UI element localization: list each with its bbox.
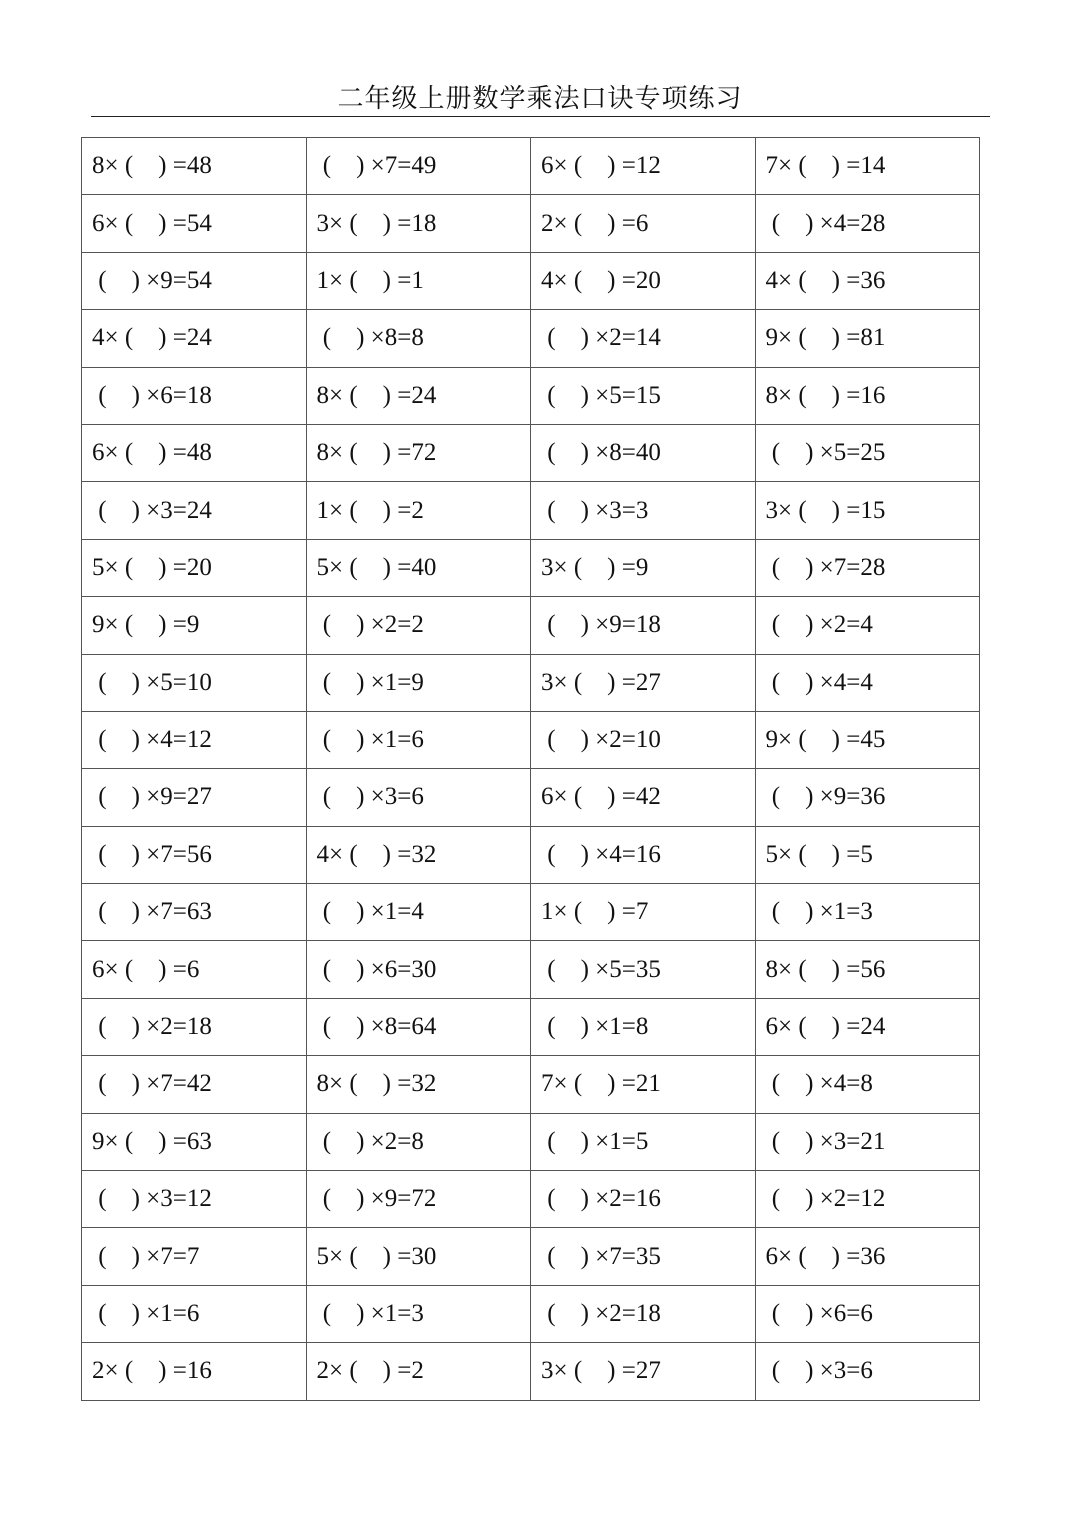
exercise-cell: ( ) ×7=63	[82, 884, 307, 941]
exercise-cell: ( ) ×4=16	[531, 826, 756, 883]
exercise-cell: ( ) ×2=4	[755, 597, 980, 654]
exercise-cell: 1× ( ) =1	[306, 252, 531, 309]
exercise-cell: 3× ( ) =18	[306, 195, 531, 252]
exercise-cell: 9× ( ) =9	[82, 597, 307, 654]
exercise-cell: ( ) ×8=40	[531, 424, 756, 481]
exercise-cell: ( ) ×2=16	[531, 1171, 756, 1228]
exercise-cell: ( ) ×7=42	[82, 1056, 307, 1113]
exercise-row	[82, 367, 980, 424]
exercise-row	[82, 252, 980, 309]
exercise-cell: 5× ( ) =5	[755, 826, 980, 883]
exercise-cell: 3× ( ) =9	[531, 539, 756, 596]
exercise-cell: 2× ( ) =2	[306, 1343, 531, 1400]
exercise-row	[82, 1285, 980, 1342]
exercise-row	[82, 711, 980, 768]
exercise-cell: ( ) ×9=18	[531, 597, 756, 654]
exercise-cell: ( ) ×6=30	[306, 941, 531, 998]
exercise-cell: ( ) ×6=6	[755, 1285, 980, 1342]
exercise-cell: 4× ( ) =32	[306, 826, 531, 883]
exercise-cell: ( ) ×2=14	[531, 310, 756, 367]
exercise-cell: ( ) ×3=12	[82, 1171, 307, 1228]
exercise-cell: ( ) ×4=28	[755, 195, 980, 252]
exercise-cell: 4× ( ) =24	[82, 310, 307, 367]
exercise-cell: ( ) ×8=64	[306, 998, 531, 1055]
exercise-cell: ( ) ×5=25	[755, 424, 980, 481]
exercise-cell: 8× ( ) =32	[306, 1056, 531, 1113]
exercise-cell: ( ) ×4=12	[82, 711, 307, 768]
exercise-cell: ( ) ×4=8	[755, 1056, 980, 1113]
exercise-row	[82, 138, 980, 195]
exercise-row	[82, 1056, 980, 1113]
exercise-cell: 5× ( ) =40	[306, 539, 531, 596]
exercise-row	[82, 998, 980, 1055]
title-underline	[91, 116, 990, 117]
exercise-cell: 4× ( ) =20	[531, 252, 756, 309]
exercise-row	[82, 1171, 980, 1228]
exercise-cell: ( ) ×8=8	[306, 310, 531, 367]
exercise-row	[82, 539, 980, 596]
exercise-cell: 6× ( ) =42	[531, 769, 756, 826]
exercise-row	[82, 826, 980, 883]
exercise-cell: ( ) ×5=10	[82, 654, 307, 711]
exercise-cell: 1× ( ) =7	[531, 884, 756, 941]
worksheet-title: 二年级上册数学乘法口诀专项练习	[337, 84, 743, 114]
exercise-row	[82, 310, 980, 367]
exercise-cell: 3× ( ) =27	[531, 654, 756, 711]
exercise-cell: ( ) ×3=6	[306, 769, 531, 826]
exercise-cell: ( ) ×1=8	[531, 998, 756, 1055]
exercise-cell: 4× ( ) =36	[755, 252, 980, 309]
exercise-cell: ( ) ×3=24	[82, 482, 307, 539]
exercise-cell: 5× ( ) =30	[306, 1228, 531, 1285]
exercise-cell: ( ) ×7=56	[82, 826, 307, 883]
exercise-cell: 6× ( ) =24	[755, 998, 980, 1055]
exercise-cell: ( ) ×1=6	[306, 711, 531, 768]
exercise-cell: 6× ( ) =54	[82, 195, 307, 252]
exercise-cell: ( ) ×9=27	[82, 769, 307, 826]
exercise-row	[82, 941, 980, 998]
exercise-cell: ( ) ×1=6	[82, 1285, 307, 1342]
exercise-cell: 6× ( ) =6	[82, 941, 307, 998]
exercise-cell: ( ) ×9=36	[755, 769, 980, 826]
exercise-cell: ( ) ×4=4	[755, 654, 980, 711]
exercise-cell: ( ) ×2=12	[755, 1171, 980, 1228]
exercise-cell: 2× ( ) =6	[531, 195, 756, 252]
exercise-row	[82, 884, 980, 941]
exercise-cell: ( ) ×5=35	[531, 941, 756, 998]
exercise-cell: ( ) ×3=6	[755, 1343, 980, 1400]
exercise-cell: ( ) ×3=21	[755, 1113, 980, 1170]
exercise-cell: ( ) ×1=3	[755, 884, 980, 941]
exercise-row	[82, 195, 980, 252]
exercise-cell: 5× ( ) =20	[82, 539, 307, 596]
exercise-cell: 8× ( ) =48	[82, 138, 307, 195]
exercise-cell: ( ) ×1=3	[306, 1285, 531, 1342]
exercise-cell: ( ) ×2=18	[82, 998, 307, 1055]
exercise-cell: ( ) ×1=9	[306, 654, 531, 711]
exercise-cell: ( ) ×9=72	[306, 1171, 531, 1228]
exercise-cell: 7× ( ) =14	[755, 138, 980, 195]
exercise-cell: ( ) ×7=7	[82, 1228, 307, 1285]
exercise-cell: ( ) ×2=10	[531, 711, 756, 768]
exercise-cell: 8× ( ) =56	[755, 941, 980, 998]
exercise-cell: ( ) ×6=18	[82, 367, 307, 424]
exercise-row	[82, 769, 980, 826]
exercise-cell: ( ) ×3=3	[531, 482, 756, 539]
exercise-cell: 9× ( ) =63	[82, 1113, 307, 1170]
exercise-cell: 6× ( ) =48	[82, 424, 307, 481]
exercise-cell: 6× ( ) =12	[531, 138, 756, 195]
exercise-cell: 1× ( ) =2	[306, 482, 531, 539]
exercise-cell: 7× ( ) =21	[531, 1056, 756, 1113]
exercise-cell: 9× ( ) =45	[755, 711, 980, 768]
exercise-cell: 3× ( ) =27	[531, 1343, 756, 1400]
exercise-cell: ( ) ×2=18	[531, 1285, 756, 1342]
exercise-cell: ( ) ×1=5	[531, 1113, 756, 1170]
exercise-cell: 2× ( ) =16	[82, 1343, 307, 1400]
exercise-cell: ( ) ×2=2	[306, 597, 531, 654]
exercise-cell: ( ) ×7=35	[531, 1228, 756, 1285]
exercise-table	[81, 137, 980, 1401]
exercise-cell: 3× ( ) =15	[755, 482, 980, 539]
exercise-cell: 8× ( ) =24	[306, 367, 531, 424]
exercise-cell: 8× ( ) =72	[306, 424, 531, 481]
exercise-cell: 9× ( ) =81	[755, 310, 980, 367]
exercise-cell: ( ) ×7=49	[306, 138, 531, 195]
exercise-row	[82, 482, 980, 539]
exercise-cell: ( ) ×5=15	[531, 367, 756, 424]
exercise-cell: 6× ( ) =36	[755, 1228, 980, 1285]
exercise-row	[82, 424, 980, 481]
exercise-cell: 8× ( ) =16	[755, 367, 980, 424]
exercise-row	[82, 654, 980, 711]
exercise-row	[82, 1343, 980, 1400]
exercise-row	[82, 1228, 980, 1285]
exercise-cell: ( ) ×1=4	[306, 884, 531, 941]
exercise-cell: ( ) ×2=8	[306, 1113, 531, 1170]
exercise-cell: ( ) ×9=54	[82, 252, 307, 309]
exercise-cell: ( ) ×7=28	[755, 539, 980, 596]
exercise-row	[82, 597, 980, 654]
exercise-row	[82, 1113, 980, 1170]
